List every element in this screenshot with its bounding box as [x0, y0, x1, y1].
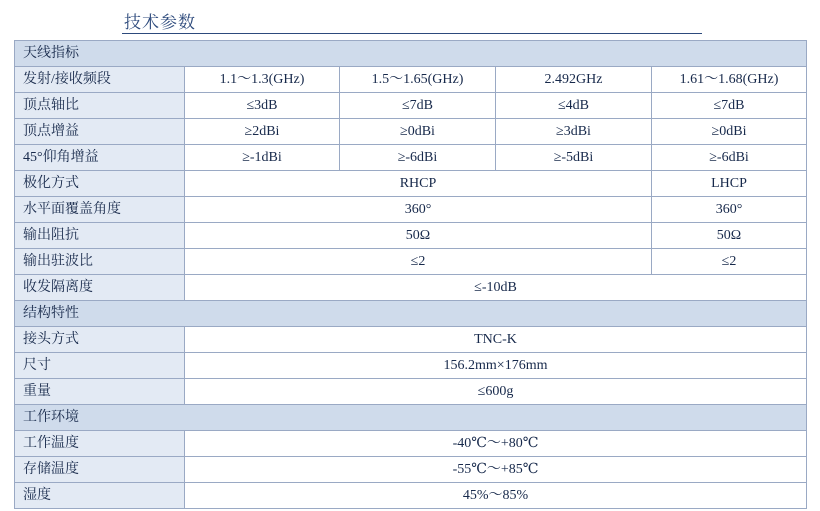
row-value: ≥3dBi [496, 119, 652, 145]
table-row [15, 171, 807, 197]
spec-table [14, 40, 807, 509]
row-value: 1.61～1.68(GHz) [652, 67, 807, 93]
row-label: 顶点增益 [15, 119, 185, 145]
section-header-row [15, 405, 807, 431]
row-label: 存储温度 [15, 457, 185, 483]
table-row [15, 119, 807, 145]
row-value: ≥-6dBi [652, 145, 807, 171]
row-value: 50Ω [652, 223, 807, 249]
row-value: 45%～85% [185, 483, 807, 509]
row-label: 重量 [15, 379, 185, 405]
table-row [15, 67, 807, 93]
section-title: 工作环境 [15, 405, 807, 431]
row-value: 1.5～1.65(GHz) [340, 67, 496, 93]
row-value: ≥0dBi [340, 119, 496, 145]
row-label: 工作温度 [15, 431, 185, 457]
row-label: 极化方式 [15, 171, 185, 197]
row-value: -40℃～+80℃ [185, 431, 807, 457]
row-value: ≤7dB [652, 93, 807, 119]
row-value: 156.2mm×176mm [185, 353, 807, 379]
row-value: -55℃～+85℃ [185, 457, 807, 483]
title-underline [122, 33, 702, 34]
row-label: 45°仰角增益 [15, 145, 185, 171]
row-value: TNC-K [185, 327, 807, 353]
row-value: 360° [185, 197, 652, 223]
row-value: 1.1～1.3(GHz) [185, 67, 340, 93]
row-value: ≤4dB [496, 93, 652, 119]
document-header [14, 8, 806, 36]
row-value: ≤-10dB [185, 275, 807, 301]
table-row [15, 327, 807, 353]
section-header-row [15, 301, 807, 327]
row-value: 360° [652, 197, 807, 223]
row-label: 尺寸 [15, 353, 185, 379]
page-title: 技术参数 [124, 13, 196, 32]
row-label: 顶点轴比 [15, 93, 185, 119]
table-row [15, 249, 807, 275]
row-label: 湿度 [15, 483, 185, 509]
table-row [15, 353, 807, 379]
row-value: RHCP [185, 171, 652, 197]
row-label: 收发隔离度 [15, 275, 185, 301]
row-value: ≤600g [185, 379, 807, 405]
row-label: 接头方式 [15, 327, 185, 353]
row-value: ≤3dB [185, 93, 340, 119]
row-value: ≤2 [652, 249, 807, 275]
row-label: 水平面覆盖角度 [15, 197, 185, 223]
row-label: 输出驻波比 [15, 249, 185, 275]
row-value: ≥0dBi [652, 119, 807, 145]
section-title: 天线指标 [15, 41, 807, 67]
section-header-row [15, 41, 807, 67]
table-row [15, 223, 807, 249]
row-value: ≥-5dBi [496, 145, 652, 171]
row-value: ≥2dBi [185, 119, 340, 145]
table-row [15, 431, 807, 457]
spec-table-container [14, 40, 806, 509]
row-value: 50Ω [185, 223, 652, 249]
table-row [15, 275, 807, 301]
table-row [15, 145, 807, 171]
row-value: ≥-1dBi [185, 145, 340, 171]
table-row [15, 197, 807, 223]
table-row [15, 379, 807, 405]
row-value: ≥-6dBi [340, 145, 496, 171]
row-value: 2.492GHz [496, 67, 652, 93]
section-title: 结构特性 [15, 301, 807, 327]
row-label: 输出阻抗 [15, 223, 185, 249]
table-row [15, 93, 807, 119]
table-row [15, 483, 807, 509]
row-value: ≤2 [185, 249, 652, 275]
row-value: LHCP [652, 171, 807, 197]
row-value: ≤7dB [340, 93, 496, 119]
table-row [15, 457, 807, 483]
row-label: 发射/接收频段 [15, 67, 185, 93]
